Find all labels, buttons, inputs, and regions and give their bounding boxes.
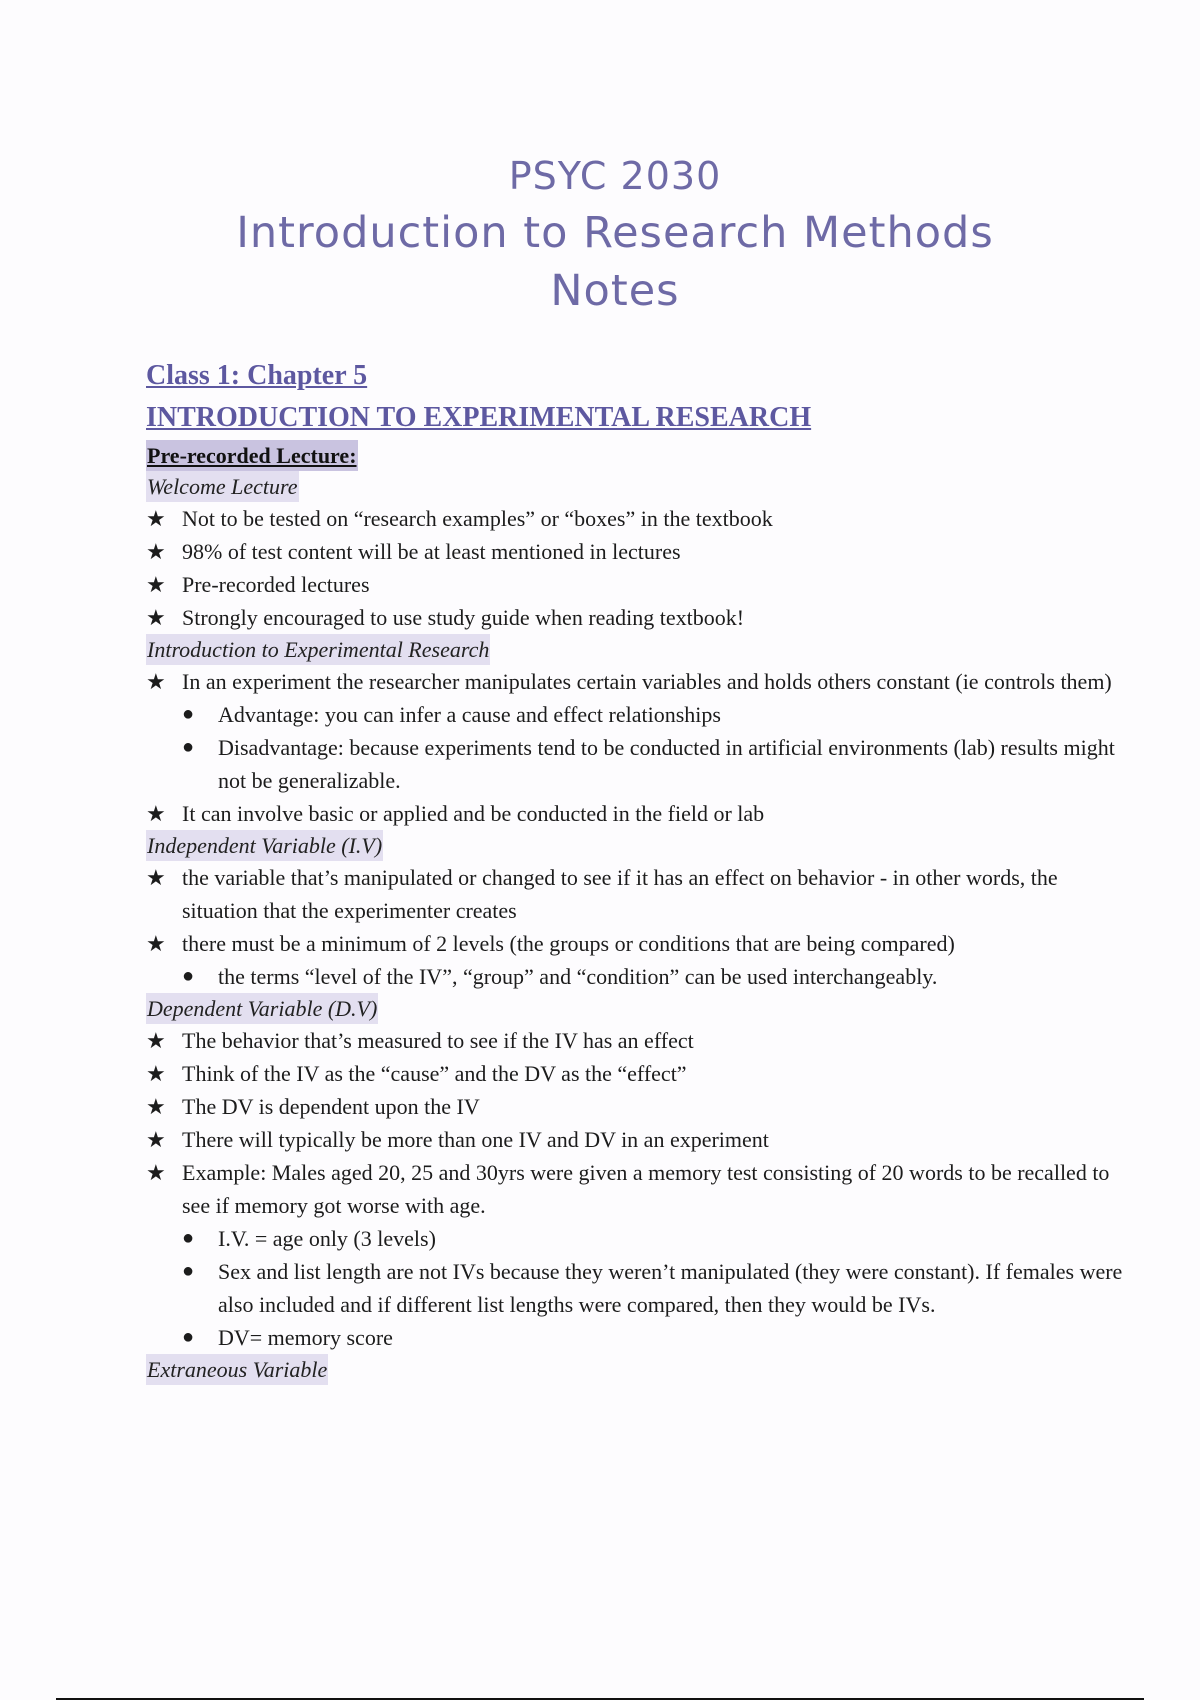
lecture-label: Pre-recorded Lecture: xyxy=(146,440,358,471)
bullet-item xyxy=(146,535,1200,568)
bullet-item xyxy=(146,601,1200,634)
section-label: Independent Variable (I.V) xyxy=(146,830,383,861)
star-bullet-icon: ★ xyxy=(146,1094,166,1119)
course-code: PSYC 2030 xyxy=(508,154,722,198)
sub-bullet-item xyxy=(146,1255,1200,1288)
bullet-text: there must be a minimum of 2 levels (the groups or conditions that are being compared) xyxy=(182,931,955,956)
sections-container xyxy=(146,471,1200,1385)
star-bullet-icon: ★ xyxy=(146,1127,166,1152)
dot-bullet-icon: ● xyxy=(182,703,195,725)
star-bullet-icon: ★ xyxy=(146,865,166,890)
bullet-item xyxy=(146,1090,1200,1123)
sub-bullet-item xyxy=(146,1288,1200,1321)
sub-bullet-item xyxy=(146,698,1200,731)
sub-bullet-item xyxy=(146,1321,1200,1354)
sub-bullet-item xyxy=(146,731,1200,764)
document-title xyxy=(0,148,1200,320)
bullet-text: I.V. = age only (3 levels) xyxy=(218,1226,436,1251)
section-label: Dependent Variable (D.V) xyxy=(146,993,378,1024)
star-bullet-icon: ★ xyxy=(146,931,166,956)
notes-body xyxy=(146,356,1200,1385)
bullet-text: 98% of test content will be at least mentioned in lectures xyxy=(182,539,681,564)
bullet-text: the terms “level of the IV”, “group” and “condition” can be used interchangeably. xyxy=(218,964,938,989)
bullet-item xyxy=(146,797,1200,830)
bullet-item xyxy=(146,502,1200,535)
notes-section xyxy=(146,830,1200,993)
bullet-text: Think of the IV as the “cause” and the DV as the “effect” xyxy=(182,1061,687,1086)
sub-bullet-item xyxy=(146,1222,1200,1255)
notes-section xyxy=(146,471,1200,634)
star-bullet-icon: ★ xyxy=(146,1028,166,1053)
bullet-text: The behavior that’s measured to see if the IV has an effect xyxy=(182,1028,694,1053)
bullet-item xyxy=(146,568,1200,601)
bullet-item xyxy=(146,1057,1200,1090)
bullet-text: Not to be tested on “research examples” or “boxes” in the textbook xyxy=(182,506,773,531)
star-bullet-icon: ★ xyxy=(146,1160,166,1185)
bullet-text: DV= memory score xyxy=(218,1325,393,1350)
section-label: Welcome Lecture xyxy=(146,471,299,502)
bullet-text: The DV is dependent upon the IV xyxy=(182,1094,480,1119)
bullet-text: It can involve basic or applied and be conducted in the field or lab xyxy=(182,801,765,826)
dot-bullet-icon: ● xyxy=(182,965,195,987)
sub-bullet-item xyxy=(146,764,1200,797)
dot-bullet-icon: ● xyxy=(182,1326,195,1348)
star-bullet-icon: ★ xyxy=(146,801,166,826)
bullet-text: also included and if different list lengths were compared, then they would be IVs. xyxy=(218,1292,936,1317)
notes-section xyxy=(146,1354,1200,1385)
bullet-text: Pre-recorded lectures xyxy=(182,572,370,597)
bullet-text: Disadvantage: because experiments tend to be conducted in artificial environments (lab) results might xyxy=(218,735,1115,760)
bullet-text: Sex and list length are not IVs because they weren’t manipulated (they were constant). If females were xyxy=(218,1259,1123,1284)
bullet-item xyxy=(146,1189,1200,1222)
bullet-item xyxy=(146,927,1200,960)
notes-label: Notes xyxy=(550,266,680,316)
sub-bullet-item xyxy=(146,960,1200,993)
section-label: Introduction to Experimental Research xyxy=(146,634,490,665)
bullet-text: the variable that’s manipulated or changed to see if it has an effect on behavior - in other words, the xyxy=(182,865,1058,890)
course-name: Introduction to Research Methods xyxy=(236,208,994,258)
star-bullet-icon: ★ xyxy=(146,572,166,597)
bullet-item xyxy=(146,665,1200,698)
star-bullet-icon: ★ xyxy=(146,506,166,531)
star-bullet-icon: ★ xyxy=(146,669,166,694)
star-bullet-icon: ★ xyxy=(146,1061,166,1086)
main-heading: INTRODUCTION TO EXPERIMENTAL RESEARCH xyxy=(146,402,812,433)
dot-bullet-icon: ● xyxy=(182,1227,195,1249)
bullet-text: Strongly encouraged to use study guide when reading textbook! xyxy=(182,605,745,630)
star-bullet-icon: ★ xyxy=(146,605,166,630)
bullet-item xyxy=(146,861,1200,894)
bullet-text: not be generalizable. xyxy=(218,768,401,793)
bullet-text: situation that the experimenter creates xyxy=(182,898,517,923)
class-heading: Class 1: Chapter 5 xyxy=(146,360,368,391)
bullet-item xyxy=(146,894,1200,927)
bullet-text: see if memory got worse with age. xyxy=(182,1193,486,1218)
bullet-text: In an experiment the researcher manipulates certain variables and holds others constant (ie controls them) xyxy=(182,669,1112,694)
bullet-item xyxy=(146,1024,1200,1057)
dot-bullet-icon: ● xyxy=(182,1260,195,1282)
bullet-text: Example: Males aged 20, 25 and 30yrs were given a memory test consisting of 20 words to be recalled to xyxy=(182,1160,1110,1185)
section-label: Extraneous Variable xyxy=(146,1354,328,1385)
notes-section xyxy=(146,634,1200,830)
bullet-item xyxy=(146,1123,1200,1156)
bullet-item xyxy=(146,1156,1200,1189)
bullet-text: Advantage: you can infer a cause and effect relationships xyxy=(218,702,721,727)
notes-section xyxy=(146,993,1200,1354)
star-bullet-icon: ★ xyxy=(146,539,166,564)
bullet-text: There will typically be more than one IV and DV in an experiment xyxy=(182,1127,769,1152)
dot-bullet-icon: ● xyxy=(182,736,195,758)
